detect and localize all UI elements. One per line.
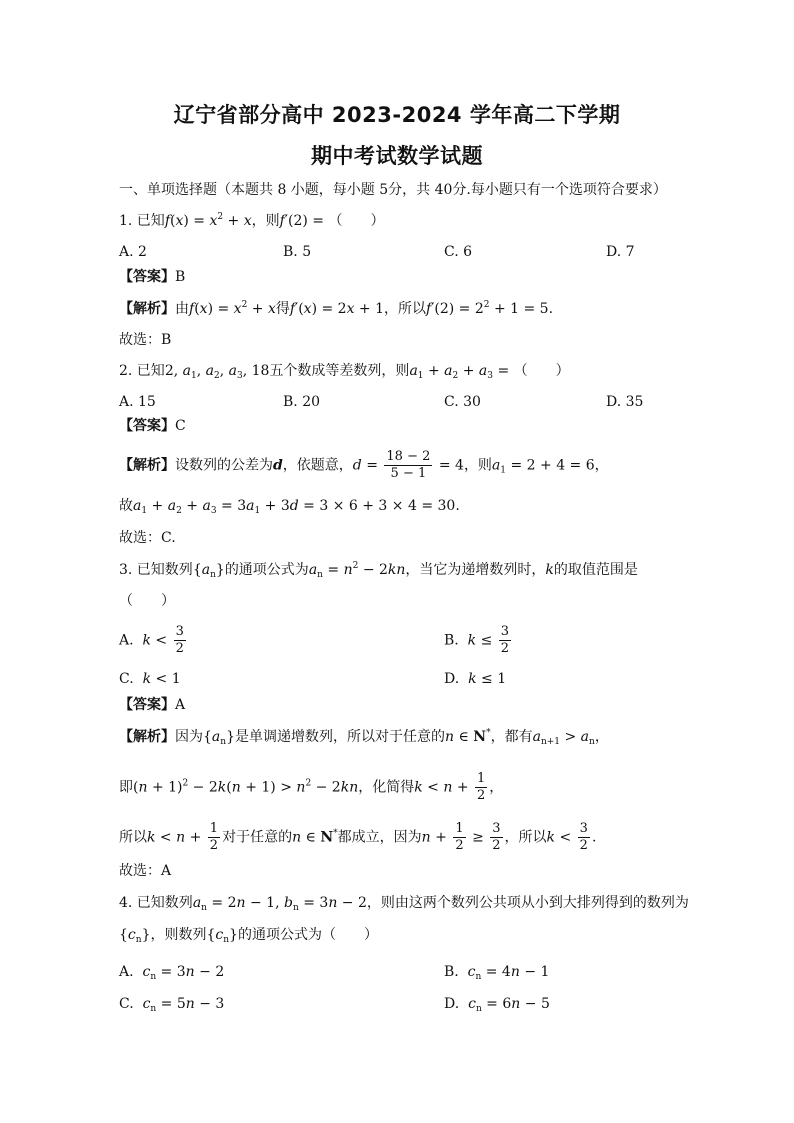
q2-conclusion: 故选：C. [119, 530, 176, 546]
q2-analysis-line2: 故$a_1 + a_2 + a_3 = 3a_1 + 3d = 3 \times 6 + 3 \times 4 = 30$. [119, 498, 460, 516]
q3-stem-paren: （ ） [119, 593, 175, 609]
q1-analysis: 【解析】由$f(x) = x^2 + x$得f′(x) = 2x + 1，所以$f'(2) = 2^2 + 1 = 5$. [119, 300, 554, 317]
q3-analysis-line3: 所以k < n + $\frac{1}{2}$ 对于任意的n ∈ N*都成立，因为n + $\frac{1}{2}$ ≥ $\frac{3}{2}$ ，所以k < $\frac{3}{2}$ . [119, 821, 597, 853]
q2-answer: 【答案】C [119, 418, 186, 434]
q4-option-a: A. $c_n = 3n - 2$ [119, 964, 225, 982]
q3-option-c: C. k < 1 [119, 671, 181, 687]
q1-answer: 【答案】B [119, 269, 186, 285]
q3-option-d: D. k ≤ 1 [444, 671, 507, 687]
section-heading: 一、单项选择题（本题共 8 小题，每小题 5分，共 40分.每小题只有一个选项符合要求） [119, 182, 667, 198]
q1-stem: 1. 已知$f(x) = x^2 + x$，则f′(2) = （ ） [119, 212, 385, 229]
q4-stem-line2: $\{c_n\}$，则数列$\{c_n\}$的通项公式为（ ） [119, 927, 378, 945]
q2-option-c: C. 30 [444, 394, 481, 410]
q1-conclusion: 故选：B [119, 332, 172, 348]
q4-option-d: D. $c_n = 6n - 5$ [444, 996, 550, 1014]
exam-title-line2: 期中考试数学试题 [311, 144, 483, 168]
q2-option-a: A. 15 [119, 394, 156, 410]
q3-answer: 【答案】A [119, 697, 186, 713]
q3-analysis: 【解析】因为$\{a_n\}$是单调递增数列，所以对于任意的n ∈ N*，都有$a_{n+1} > a_n$， [119, 728, 609, 747]
q3-stem: 3. 已知数列$\{a_n\}$的通项公式为$a_n = n^2 - 2kn$，当它为递增数列时，k的取值范围是 [119, 561, 638, 580]
q4-option-c: C. $c_n = 5n - 3$ [119, 996, 225, 1014]
q2-option-d: D. 35 [606, 394, 644, 410]
q1-option-d: D. 7 [606, 244, 635, 260]
q3-option-a: A. k < $\frac{3}{2}$ [119, 624, 184, 656]
q2-stem: 2. 已知2, $a_1$, $a_2$, $a_3$, 18五个数成等差数列，则$a_1 + a_2 + a_3$ = （ ） [119, 363, 570, 381]
q2-analysis: 【解析】设数列的公差为d，依题意，d = $\frac{18 - 2}{5 - 1}$ = 4，则$a_1 = 2 + 4 = 6$， [119, 449, 609, 481]
q1-option-c: C. 6 [444, 244, 473, 260]
q1-option-a: A. 2 [119, 244, 147, 260]
q4-option-b: B. $c_n = 4n - 1$ [444, 964, 550, 982]
q3-option-b: B. k ≤ $\frac{3}{2}$ [444, 624, 510, 656]
q3-conclusion: 故选：A [119, 863, 172, 879]
q3-analysis-line2: 即$(n + 1)^2 - 2k(n + 1) > n^2 - 2kn$，化简得k < n + $\frac{1}{2}$ ， [119, 771, 504, 803]
q4-stem: 4. 已知数列$a_n = 2n - 1$, $b_n = 3n - 2$，则由这两个数列公共项从小到大排列得到的数列为 [119, 895, 689, 913]
q1-option-b: B. 5 [283, 244, 312, 260]
q2-option-b: B. 20 [283, 394, 321, 410]
exam-title-line1: 辽宁省部分高中 2023-2024 学年高二下学期 [173, 103, 621, 127]
